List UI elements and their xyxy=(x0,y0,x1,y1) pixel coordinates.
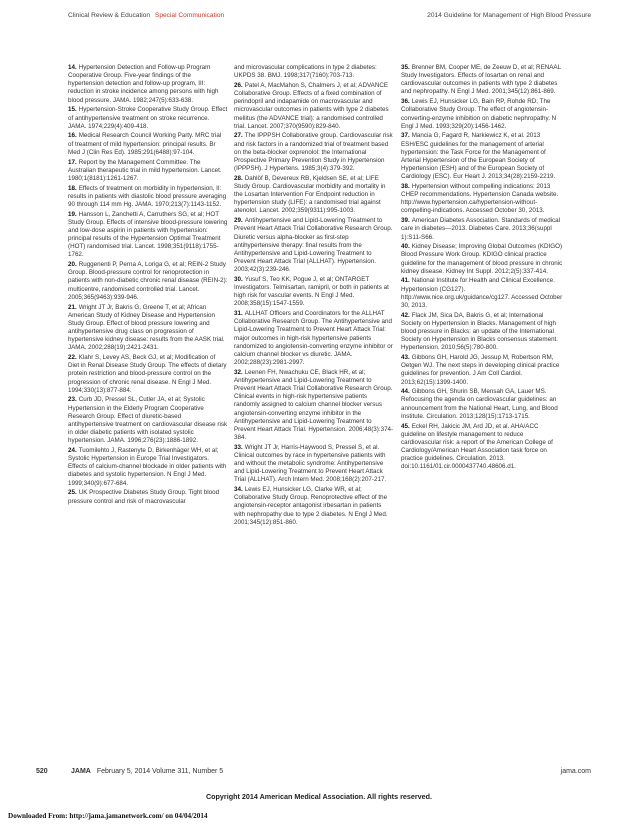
reference-text: Hypertension without compelling indications: 2013 CHEP recommendations. Hypertension Canada website. http://www.hypertension.ca/hypertension-without-compelling-indications. Accessed October 30, 2013. xyxy=(401,182,559,215)
reference-text: Hypertension Detection and Follow-up Program Cooperative Group. Five-year findings of the hypertension detection and follow-up program, III: reduction in stroke incidence among persons with high blood pressure. JAMA. 1982;247(5):633-638. xyxy=(68,64,219,104)
reference-text: ALLHAT Officers and Coordinators for the ALLHAT Collaborative Research Group. The Antihypertensive and Lipid-Lowering Treatment to Prevent Heart Attack Trial: major outcomes in high-risk hypertensive patients randomized to angiotensin-converting enzyme inhibitor or calcium channel blocker vs diuretic. JAMA. 2002;288(23):2981-2997. xyxy=(234,310,393,367)
download-notice: Downloaded From: http://jama.jamanetwork.com/ on 04/04/2014 xyxy=(8,812,208,820)
reference-entry xyxy=(68,447,228,488)
reference-number: 23. xyxy=(68,396,77,404)
reference-text: American Diabetes Association. Standards of medical care in diabetes—2013. Diabetes Care. 2013;36(suppl 1):S11-S66. xyxy=(401,217,561,241)
reference-text: Wright JT Jr, Bakris G, Greene T, et al; African American Study of Kidney Disease and Hypertension Study Group. Effect of blood pressure lowering and antihypertensive drug class on progression of hypertensive kidney disease: results from the AASK trial. JAMA. 2002;288(19):2421-2431. xyxy=(68,303,225,352)
journal-name: JAMA xyxy=(71,768,91,775)
reference-number: 31. xyxy=(234,310,243,318)
reference-number: 35. xyxy=(401,64,410,71)
header-section-name: Clinical Review & Education xyxy=(68,12,151,19)
reference-entry xyxy=(68,132,228,156)
reference-text: The IPPPSH Collaborative group. Cardiovascular risk and risk factors in a randomized trial of treatment based on the beta-blocker oxprenolol: the International Prospective Primary Prevention Study in Hypertension (IPPPSH). J Hypertens. 1985;3(4):379-392. xyxy=(234,132,393,173)
reference-entry xyxy=(401,183,563,216)
reference-number: 21. xyxy=(68,303,77,311)
reference-number: 15. xyxy=(68,106,77,114)
reference-text: Mancia G, Fagard R, Narkiewicz K, et al. 2013 ESH/ESC guidelines for the management of arterial hypertension: the Task Force for the Management of Arterial Hypertension of the European Society of Hypertension (ESH) and of the European Society of Cardiology (ESC). Eur Heart J. 2013;34(28):2159-2219. xyxy=(401,132,556,181)
references-body xyxy=(68,64,588,784)
reference-text: UK Prospective Diabetes Study Group. Tight blood pressure control and risk of macrovascular xyxy=(68,489,220,505)
reference-number: 30. xyxy=(234,275,243,283)
page-footer xyxy=(36,768,591,780)
reference-text: Hypertension-Stroke Cooperative Study Group. Effect of antihypertensive treatment on stroke recurrence. JAMA. 1974;229(4):409-418. xyxy=(68,106,228,130)
reference-text: Medical Research Council Working Party. MRC trial of treatment of mild hypertension: principal results. Br Med J (Clin Res Ed). 1985;291(6488):97-104. xyxy=(68,132,222,156)
reference-entry xyxy=(234,310,394,367)
reference-text: Eckel RH, Jakicic JM, Ard JD, et al. AHA/ACC guideline on lifestyle management to reduce cardiovascular risk: a report of the American College of Cardiology/American Heart Association task force on practice guidelines. Circulation. 2013. doi:10.1161/01.cir.0000437740.48606.d1. xyxy=(401,422,553,471)
reference-entry xyxy=(234,486,394,527)
reference-entry xyxy=(68,354,228,395)
reference-text: Yusuf S, Teo KK, Pogue J, et al; ONTARGET Investigators. Telmisartan, ramipril, or both in patients at high risk for vascular events. N Engl J Med. 2008;358(15):1547-1559. xyxy=(234,275,389,308)
reference-entry xyxy=(234,82,394,131)
reference-entry xyxy=(68,396,228,445)
reference-text: Report by the Management Committee. The Australian therapeutic trial in mild hypertension. Lancet. 1980;1(8181):1261-1267. xyxy=(68,158,222,182)
reference-number: 33. xyxy=(234,443,243,451)
reference-column-2 xyxy=(234,64,394,529)
reference-number: 17. xyxy=(68,158,77,166)
reference-number: 32. xyxy=(234,368,243,376)
reference-text: Klahr S, Levey AS, Beck GJ, et al; Modification of Diet in Renal Disease Study Group. The effects of dietary protein restriction and blood-pressure control on the progression of chronic renal disease. N Engl J Med. 1994;330(13):877-884. xyxy=(68,354,227,394)
reference-entry xyxy=(68,211,228,260)
reference-entry xyxy=(401,132,563,181)
reference-number: 34. xyxy=(234,486,243,494)
reference-entry xyxy=(401,64,563,97)
reference-entry xyxy=(401,388,563,421)
issue-info: February 5, 2014 Volume 311, Number 5 xyxy=(96,768,224,775)
reference-entry xyxy=(234,444,394,485)
reference-text: Tuomilehto J, Rastenyte D, Birkenhäger WH, et al; Systolic Hypertension in Europe Trial Investigators. Effects of calcium-channel blockade in older patients with diabetes and systolic hypertension. N Engl J Med. 1999;340(9):677-684. xyxy=(68,446,227,487)
reference-entry xyxy=(68,185,228,209)
reference-entry xyxy=(401,243,563,276)
reference-text: National Institute for Health and Clinical Excellence. Hypertension (CG127). http://www.nice.org.uk/guidance/cg127. Accessed October 30, 2013. xyxy=(401,277,563,309)
reference-entry xyxy=(234,175,394,216)
reference-number: 44. xyxy=(401,388,410,396)
reference-text: Lewis EJ, Hunsicker LG, Clarke WR, et al; Collaborative Study Group. Renoprotective effect of the angiotensin-receptor antagonist irbesartan in patients with nephropathy due to type 2 diabetes. N Engl J Med. 2001;345(12):851-860. xyxy=(234,486,388,526)
reference-column-1 xyxy=(68,64,228,507)
reference-number: 20. xyxy=(68,261,77,269)
reference-number: 26. xyxy=(234,81,243,89)
reference-column-3 xyxy=(401,64,563,473)
reference-text: Effects of treatment on morbidity in hypertension, II: results in patients with diastolic blood pressure averaging 90 through 114 mm Hg. JAMA. 1970;213(7):1143-1152. xyxy=(68,184,227,208)
reference-entry xyxy=(401,217,563,241)
reference-number: 37. xyxy=(401,132,410,140)
reference-number: 38. xyxy=(401,182,410,190)
reference-number: 16. xyxy=(68,132,77,140)
reference-text: Lewis EJ, Hunsicker LG, Bain RP, Rohde RD; The Collaborative Study Group. The effect of angiotensin-converting-enzyme inhibition on diabetic nephropathy. N Engl J Med. 1993;329(20):1456-1462. xyxy=(401,98,557,130)
reference-text: Hansson L, Zanchetti A, Carruthers SG, et al; HOT Study Group. Effects of intensive blood-pressure lowering and low-dose aspirin in patients with hypertension: principal results of the Hypertension Optimal Treatment (HOT) randomised trial. Lancet. 1998;351(9118):1755-1762. xyxy=(68,210,228,259)
reference-entry xyxy=(234,64,394,80)
reference-number: 24. xyxy=(68,446,77,454)
reference-number: 22. xyxy=(68,354,77,362)
reference-number: 42. xyxy=(401,311,410,319)
reference-number: 25. xyxy=(68,489,77,497)
reference-number: 36. xyxy=(401,98,410,106)
reference-entry xyxy=(234,369,394,442)
reference-number: 39. xyxy=(401,217,410,225)
header-subsection: Special Communication xyxy=(154,12,225,19)
reference-text: and microvascular complications in type 2 diabetes: UKPDS 38. BMJ. 1998;317(7160):703-713. xyxy=(234,64,377,80)
journal-site-link[interactable]: jama.com xyxy=(560,768,591,775)
reference-text: Wright JT Jr, Harris-Haywood S, Pressel S, et al. Clinical outcomes by race in hypertensive patients with and without the metabolic syndrome: Antihypertensive and Lipid-Lowering Treatment to Prevent Heart Attack Trial (ALLHAT). Arch Intern Med. 2008;168(2):207-217. xyxy=(234,443,387,484)
reference-text: Antihypertensive and Lipid-Lowering Treatment to Prevent Heart Attack Trial Collaborative Research Group. Diuretic versus alpha-blocker as first-step antihypertensive therapy: final results from the Antihypertensive and Lipid-Lowering Treatment to Prevent Heart Attack Trial (ALLHAT). Hypertension. 2003;42(3):239-246. xyxy=(234,217,393,274)
reference-entry xyxy=(68,106,228,130)
reference-number: 43. xyxy=(401,354,410,362)
reference-text: Gibbons GH, Harold JG, Jessup M, Robertson RM, Oetgen WJ. The next steps in developing clinical practice guidelines for prevention. J Am Coll Cardiol. 2013;62(15):1399-1400. xyxy=(401,354,560,386)
reference-number: 45. xyxy=(401,422,410,430)
reference-text: Leenen FH, Nwachuku CE, Black HR, et al; Antihypertensive and Lipid-Lowering Treatment to Prevent Heart Attack Trial Collaborative Research Group. Clinical events in high-risk hypertensive patients randomly assigned to calcium channel blocker versus angiotensin-converting enzyme inhibitor in the Antihypertensive and Lipid-Lowering Treatment to Prevent Heart Attack Trial. Hypertension. 2006;48(3):374-384. xyxy=(234,368,394,442)
reference-entry xyxy=(401,312,563,353)
reference-text: Curb JD, Pressel SL, Cutler JA, et al; Systolic Hypertension in the Elderly Program Cooperative Research Group. Effect of diuretic-based antihypertensive treatment on cardiovascular disease risk in older diabetic patients with isolated systolic hypertension. JAMA. 1996;276(23):1886-1892. xyxy=(68,396,228,445)
reference-entry xyxy=(68,64,228,105)
reference-number: 18. xyxy=(68,184,77,192)
reference-text: Gibbons GH, Shurin SB, Mensah GA, Lauer MS. Refocusing the agenda on cardiovascular guidelines: an announcement from the National Heart, Lung, and Blood Institute. Circulation. 2013;128(15):1713-1715. xyxy=(401,388,558,420)
reference-number: 40. xyxy=(401,243,410,251)
journal-issue xyxy=(71,768,223,775)
reference-entry xyxy=(68,159,228,183)
reference-entry xyxy=(401,98,563,131)
page-number: 520 xyxy=(36,768,48,775)
reference-text: Dahlöf B, Devereux RB, Kjeldsen SE, et al; LIFE Study Group. Cardiovascular morbidity and mortality in the Losartan Intervention For Endpoint reduction in hypertension study (LIFE): a randomised trial against atenolol. Lancet. 2002;359(9311):995-1003. xyxy=(234,174,386,215)
reference-number: 28. xyxy=(234,174,243,182)
reference-entry xyxy=(401,277,563,310)
reference-number: 27. xyxy=(234,132,243,140)
reference-entry xyxy=(401,423,563,472)
reference-number: 19. xyxy=(68,210,77,218)
reference-text: Brenner BM, Cooper ME, de Zeeuw D, et al; RENAAL Study Investigators. Effects of losartan on renal and cardiovascular outcomes in patients with type 2 diabetes and nephropathy. N Engl J Med. 2001;345(12):861-869. xyxy=(401,64,561,96)
reference-text: Ruggenenti P, Perna A, Loriga G, et al; REIN-2 Study Group. Blood-pressure control for renoprotection in patients with non-diabetic chronic renal disease (REIN-2): multicentre, randomised controlled trial. Lancet. 2005;365(9463):939-946. xyxy=(68,261,228,301)
reference-entry xyxy=(68,304,228,353)
reference-number: 14. xyxy=(68,64,77,71)
copyright-notice: Copyright 2014 American Medical Association. All rights reserved. xyxy=(205,792,433,801)
reference-text: Flack JM, Sica DA, Bakris G, et al; International Society on Hypertension in Blacks. Management of high blood pressure in Blacks: an update of the International Society on Hypertension in Blacks consensus statement. Hypertension. 2010;56(5):780-800. xyxy=(401,311,559,352)
reference-text: Kidney Disease; Improving Global Outcomes (KDIGO) Blood Pressure Work Group. KDIGO clinical practice guideline for the management of blood pressure in chronic kidney disease. Kidney Int Suppl. 2012;2(5):337-414. xyxy=(401,243,563,275)
reference-entry xyxy=(68,489,228,505)
reference-entry xyxy=(234,276,394,309)
header-running-title: 2014 Guideline for Management of High Blood Pressure xyxy=(427,12,591,19)
reference-entry xyxy=(234,132,394,173)
reference-entry xyxy=(68,261,228,302)
reference-number: 29. xyxy=(234,217,243,225)
running-header xyxy=(68,12,591,24)
header-section xyxy=(68,12,224,19)
reference-entry xyxy=(401,354,563,387)
reference-number: 41. xyxy=(401,277,410,285)
reference-text: Patel A, MacMahon S, Chalmers J, et al; ADVANCE Collaborative Group. Effects of a fixed combination of perindopril and indapamide on macrovascular and microvascular outcomes in patients with type 2 diabetes mellitus (the ADVANCE trial): a randomised controlled trial. Lancet. 2007;370(9590):829-840. xyxy=(234,81,389,130)
reference-entry xyxy=(234,217,394,274)
